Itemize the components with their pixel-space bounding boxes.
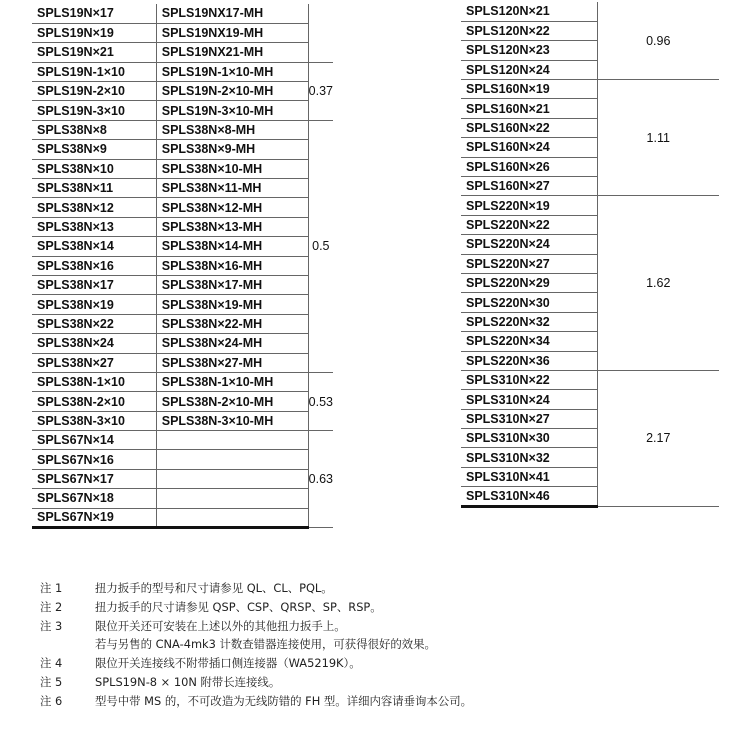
model-mh-cell: SPLS38N×11-MH xyxy=(156,179,308,198)
value-cell: 0.5 xyxy=(308,120,333,372)
model-cell: SPLS220N×29 xyxy=(461,273,597,292)
table-row xyxy=(32,334,333,353)
table-row xyxy=(32,353,333,372)
note-text: 限位开关还可安装在上述以外的其他扭力扳手上。 xyxy=(95,618,346,633)
model-cell: SPLS67N×17 xyxy=(32,469,156,488)
model-cell: SPLS310N×30 xyxy=(461,429,597,448)
note-label: 注 3 xyxy=(40,618,63,633)
model-mh-cell xyxy=(156,431,308,450)
note-item xyxy=(40,673,472,692)
model-mh-cell: SPLS19N-3×10-MH xyxy=(156,101,308,120)
table-row xyxy=(32,431,333,450)
model-cell: SPLS160N×19 xyxy=(461,80,597,99)
value-cell: 0.63 xyxy=(308,431,333,528)
model-cell: SPLS310N×41 xyxy=(461,467,597,486)
note-item xyxy=(40,579,472,598)
model-cell: SPLS38N×13 xyxy=(32,217,156,236)
table-row xyxy=(32,140,333,159)
model-cell: SPLS67N×14 xyxy=(32,431,156,450)
table-row xyxy=(32,120,333,139)
note-text: 扭力扳手的尺寸请参见 QSP、CSP、QRSP、SP、RSP。 xyxy=(95,599,382,614)
model-cell: SPLS19N-2×10 xyxy=(32,82,156,101)
value-cell xyxy=(308,4,333,62)
model-mh-cell: SPLS19N-1×10-MH xyxy=(156,62,308,81)
model-cell: SPLS310N×27 xyxy=(461,409,597,428)
model-cell: SPLS310N×24 xyxy=(461,390,597,409)
value-cell: 0.53 xyxy=(308,372,333,430)
table-row xyxy=(32,314,333,333)
table-row xyxy=(32,450,333,469)
table-row xyxy=(461,196,719,215)
note-item xyxy=(40,692,472,711)
model-cell: SPLS38N×10 xyxy=(32,159,156,178)
table-row xyxy=(461,2,719,21)
model-cell: SPLS67N×19 xyxy=(32,508,156,527)
model-cell: SPLS38N-1×10 xyxy=(32,372,156,391)
table-row xyxy=(461,370,719,389)
model-cell: SPLS38N×22 xyxy=(32,314,156,333)
note-item xyxy=(40,598,472,617)
model-cell: SPLS120N×22 xyxy=(461,21,597,40)
model-cell: SPLS38N×14 xyxy=(32,237,156,256)
model-cell: SPLS220N×27 xyxy=(461,254,597,273)
model-cell: SPLS120N×23 xyxy=(461,41,597,60)
model-cell: SPLS120N×24 xyxy=(461,60,597,79)
model-cell: SPLS67N×16 xyxy=(32,450,156,469)
model-mh-cell: SPLS38N×24-MH xyxy=(156,334,308,353)
model-mh-cell xyxy=(156,469,308,488)
model-mh-cell: SPLS38N×10-MH xyxy=(156,159,308,178)
model-cell: SPLS19N-3×10 xyxy=(32,101,156,120)
table-row xyxy=(32,62,333,81)
notes-section xyxy=(40,579,472,711)
note-item xyxy=(40,654,472,673)
table-row xyxy=(32,159,333,178)
table-row xyxy=(32,392,333,411)
model-cell: SPLS38N×16 xyxy=(32,256,156,275)
table-row xyxy=(32,82,333,101)
model-mh-cell: SPLS38N×27-MH xyxy=(156,353,308,372)
model-mh-cell: SPLS38N×9-MH xyxy=(156,140,308,159)
model-mh-cell: SPLS38N-2×10-MH xyxy=(156,392,308,411)
model-mh-cell: SPLS38N×16-MH xyxy=(156,256,308,275)
table-row xyxy=(32,4,333,23)
model-cell: SPLS67N×18 xyxy=(32,489,156,508)
table-row xyxy=(32,372,333,391)
model-mh-cell: SPLS19NX21-MH xyxy=(156,43,308,62)
table-row xyxy=(32,275,333,294)
model-mh-cell xyxy=(156,450,308,469)
model-cell: SPLS220N×36 xyxy=(461,351,597,370)
note-item xyxy=(40,635,472,654)
table-row xyxy=(32,469,333,488)
model-cell: SPLS38N×9 xyxy=(32,140,156,159)
model-cell: SPLS38N×17 xyxy=(32,275,156,294)
model-cell: SPLS38N-2×10 xyxy=(32,392,156,411)
model-mh-cell: SPLS38N-1×10-MH xyxy=(156,372,308,391)
model-cell: SPLS38N-3×10 xyxy=(32,411,156,430)
table-row xyxy=(32,179,333,198)
model-cell: SPLS220N×22 xyxy=(461,215,597,234)
model-cell: SPLS38N×27 xyxy=(32,353,156,372)
model-cell: SPLS220N×34 xyxy=(461,332,597,351)
note-label: 注 4 xyxy=(40,656,63,671)
model-cell: SPLS310N×32 xyxy=(461,448,597,467)
model-cell: SPLS38N×11 xyxy=(32,179,156,198)
model-mh-cell: SPLS19N-2×10-MH xyxy=(156,82,308,101)
note-label: 注 2 xyxy=(40,599,63,614)
note-text: SPLS19N-8 × 10N 附带长连接线。 xyxy=(95,674,281,689)
model-mh-cell xyxy=(156,508,308,527)
table-row xyxy=(32,489,333,508)
model-cell: SPLS220N×19 xyxy=(461,196,597,215)
model-mh-cell: SPLS38N×22-MH xyxy=(156,314,308,333)
model-cell: SPLS310N×22 xyxy=(461,370,597,389)
note-label: 注 6 xyxy=(40,693,63,708)
value-cell: 1.62 xyxy=(597,196,719,371)
table-row xyxy=(461,80,719,99)
model-mh-cell: SPLS38N×13-MH xyxy=(156,217,308,236)
table-row xyxy=(32,217,333,236)
model-cell: SPLS160N×26 xyxy=(461,157,597,176)
model-cell: SPLS160N×27 xyxy=(461,177,597,196)
model-cell: SPLS160N×21 xyxy=(461,99,597,118)
note-label: 注 1 xyxy=(40,581,63,595)
table-row xyxy=(32,508,333,527)
model-cell: SPLS38N×8 xyxy=(32,120,156,139)
table-row xyxy=(32,43,333,62)
model-cell: SPLS19N×19 xyxy=(32,23,156,42)
note-text: 若与另售的 CNA-4mk3 计数查错器连接使用，可获得很好的效果。 xyxy=(95,637,436,652)
table-row xyxy=(32,411,333,430)
model-mh-cell xyxy=(156,489,308,508)
model-cell: SPLS310N×46 xyxy=(461,487,597,506)
model-mh-cell: SPLS38N×12-MH xyxy=(156,198,308,217)
model-cell: SPLS120N×21 xyxy=(461,2,597,21)
model-cell: SPLS220N×30 xyxy=(461,293,597,312)
model-cell: SPLS19N-1×10 xyxy=(32,62,156,81)
model-cell: SPLS38N×24 xyxy=(32,334,156,353)
note-text: 型号中带 MS 的，不可改造为无线防错的 FH 型。详细内容请垂询本公司。 xyxy=(95,693,472,708)
model-cell: SPLS19N×21 xyxy=(32,43,156,62)
model-mh-cell: SPLS38N×8-MH xyxy=(156,120,308,139)
model-cell: SPLS38N×19 xyxy=(32,295,156,314)
right-model-table xyxy=(461,2,719,508)
table-row xyxy=(32,295,333,314)
note-text: 限位开关连接线不附带插口侧连接器（WA5219K）。 xyxy=(95,656,361,671)
model-cell: SPLS19N×17 xyxy=(32,4,156,23)
table-row xyxy=(32,23,333,42)
model-cell: SPLS220N×24 xyxy=(461,235,597,254)
note-label xyxy=(40,635,95,654)
model-cell: SPLS220N×32 xyxy=(461,312,597,331)
model-mh-cell: SPLS19NX19-MH xyxy=(156,23,308,42)
model-cell: SPLS160N×22 xyxy=(461,118,597,137)
table-row xyxy=(32,101,333,120)
model-cell: SPLS160N×24 xyxy=(461,138,597,157)
model-mh-cell: SPLS38N×19-MH xyxy=(156,295,308,314)
table-row xyxy=(32,237,333,256)
note-label: 注 5 xyxy=(40,674,63,689)
model-mh-cell: SPLS38N×14-MH xyxy=(156,237,308,256)
note-item xyxy=(40,617,472,636)
value-cell: 0.37 xyxy=(308,62,333,120)
value-cell: 1.11 xyxy=(597,80,719,196)
model-mh-cell: SPLS19NX17-MH xyxy=(156,4,308,23)
left-model-table xyxy=(32,4,333,529)
table-row xyxy=(32,198,333,217)
model-mh-cell: SPLS38N×17-MH xyxy=(156,275,308,294)
model-cell: SPLS38N×12 xyxy=(32,198,156,217)
note-text: 扭力扳手的型号和尺寸请参见 QL、CL、PQL。 xyxy=(95,581,333,595)
table-row xyxy=(32,256,333,275)
value-cell: 0.96 xyxy=(597,2,719,80)
model-mh-cell: SPLS38N-3×10-MH xyxy=(156,411,308,430)
value-cell: 2.17 xyxy=(597,370,719,506)
